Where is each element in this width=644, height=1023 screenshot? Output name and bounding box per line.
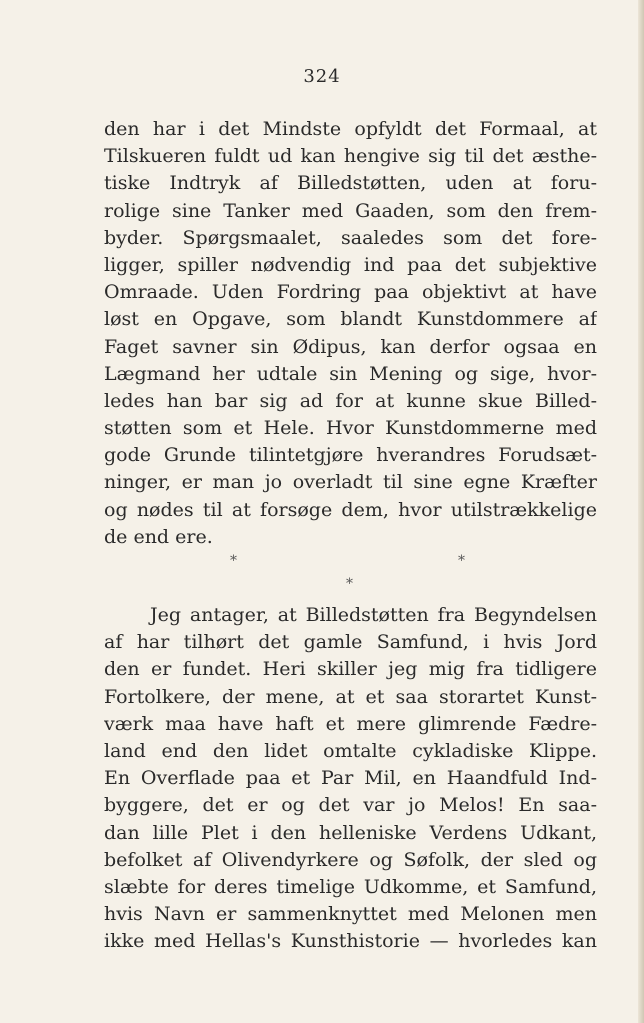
text-line: den er fundet. Heri skiller jeg mig fra tidligere bbox=[104, 658, 597, 681]
text-line: Jeg antager, at Billedstøtten fra Begyndelsen bbox=[150, 604, 597, 626]
text-line: gode Grunde tilintetgjøre hverandres Forudsæt- bbox=[104, 444, 597, 467]
text-line: ledes han bar sig ad for at kunne skue Billed- bbox=[104, 389, 597, 412]
text-line: af har tilhørt det gamle Samfund, i hvis Jord bbox=[104, 631, 597, 654]
text-line: land end den lidet omtalte cykladiske Klippe. bbox=[104, 739, 597, 762]
text-line: slæbte for deres timelige Udkomme, et Samfund, bbox=[104, 875, 597, 898]
text-line: rolige sine Tanker med Gaaden, som den frem- bbox=[104, 199, 597, 222]
page-edge bbox=[638, 0, 644, 1023]
text-line: Lægmand her udtale sin Mening og sige, hvor- bbox=[104, 362, 597, 385]
page-number: 324 bbox=[303, 66, 341, 87]
paragraph-2 bbox=[104, 602, 597, 955]
text-line: Faget savner sin Ødipus, kan derfor ogsaa en bbox=[104, 335, 597, 358]
text-line: løst en Opgave, som blandt Kunstdommere af bbox=[104, 308, 597, 331]
text-line: støtten som et Hele. Hvor Kunstdommerne med bbox=[104, 417, 597, 440]
text-line: Fortolkere, der mene, at et saa storartet Kunst- bbox=[104, 685, 597, 708]
text-line: ninger, er man jo overladt til sine egne Kræfter bbox=[104, 471, 597, 494]
text-line: En Overflade paa et Par Mil, en Haandfuld Ind- bbox=[104, 767, 597, 790]
text-line: Omraade. Uden Fordring paa objektivt at have bbox=[104, 281, 597, 304]
text-line: ligger, spiller nødvendig ind paa det subjektive bbox=[104, 253, 597, 276]
text-line: ikke med Hellas's Kunsthistorie — hvorledes kan bbox=[104, 930, 597, 953]
text-line: befolket af Olivendyrkere og Søfolk, der sled og bbox=[104, 848, 597, 871]
text-line: byggere, det er og det var jo Melos! En saa- bbox=[104, 794, 597, 817]
text-line: Tilskueren fuldt ud kan hengive sig til det æsthe- bbox=[104, 145, 597, 168]
section-separator-star: * bbox=[346, 576, 353, 592]
text-line: hvis Navn er sammenknyttet med Melonen men bbox=[104, 903, 597, 926]
text-line: tiske Indtryk af Billedstøtten, uden at foru- bbox=[104, 172, 597, 195]
text-line: den har i det Mindste opfyldt det Formaal, at bbox=[104, 118, 597, 140]
section-separator-star: * bbox=[230, 553, 237, 569]
text-line: og nødes til at forsøge dem, hvor utilstrækkelige bbox=[104, 498, 597, 521]
paragraph-1 bbox=[104, 116, 597, 551]
text-line: dan lille Plet i den helleniske Verdens Udkant, bbox=[104, 821, 597, 844]
text-line: de end ere. bbox=[104, 525, 213, 548]
text-line: værk maa have haft et mere glimrende Fædre- bbox=[104, 712, 597, 735]
text-line: byder. Spørgsmaalet, saaledes som det fore- bbox=[104, 226, 597, 249]
section-separator-star: * bbox=[458, 553, 465, 569]
